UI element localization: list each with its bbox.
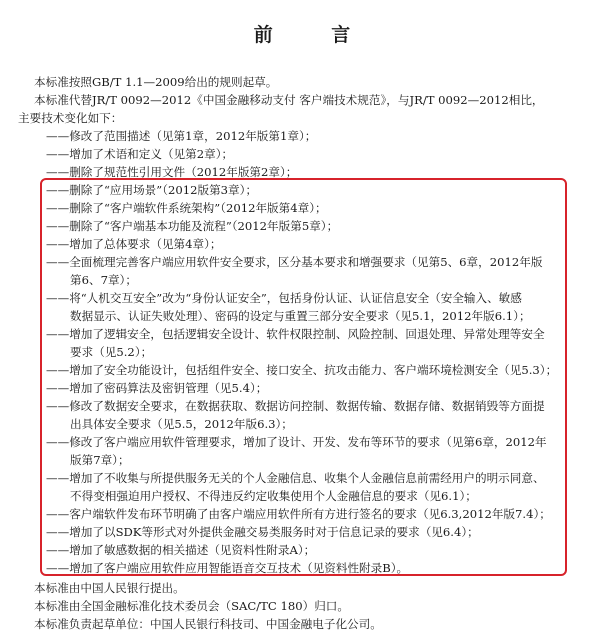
change-item: ——增加了逻辑安全，包括逻辑安全设计、软件权限控制、风险控制、回退处理、异常处理等安全 — [46, 327, 545, 341]
change-item: ——增加了术语和定义（见第2章）； — [46, 147, 234, 161]
change-item: ——修改了客户端应用软件管理要求，增加了设计、开发、发布等环节的要求（见第6章，2012年 — [46, 435, 547, 449]
change-item-continued: 第6、7章）； — [70, 273, 137, 287]
footer-drafting-units: 本标准负责起草单位：中国人民银行科技司、中国金融电子化公司。 — [34, 617, 382, 631]
paragraph-changes-intro: 主要技术变化如下： — [18, 111, 123, 125]
change-item: ——增加了总体要求（见第4章）； — [46, 237, 222, 251]
change-item: ——将“人机交互安全”改为“身份认证安全”，包括身份认证、认证信息安全（安全输入、敏感 — [46, 291, 522, 305]
change-item: ——增加了不收集与所提供服务无关的个人金融信息、收集个人金融信息前需经用户的明示同意、 — [46, 471, 545, 485]
change-item: ——删除了“客户端基本功能及流程”（2012年版第5章）； — [46, 219, 339, 233]
change-item: ——客户端软件发布环节明确了由客户端应用软件所有方进行签名的要求（见6.3,2012年版7.4）； — [46, 507, 551, 521]
change-item: ——删除了“客户端软件系统架构”（2012年版第4章）； — [46, 201, 327, 215]
change-item: ——删除了规范性引用文件（2012年版第2章）； — [46, 165, 298, 179]
change-item-continued: 不得变相强迫用户授权、不得违反约定收集使用个人金融信息的要求（见6.1）； — [70, 489, 477, 503]
change-item: ——全面梳理完善客户端应用软件安全要求，区分基本要求和增强要求（见第5、6章，2012年版 — [46, 255, 543, 269]
change-item-continued: 要求（见5.2）； — [70, 345, 153, 359]
change-item: ——增加了以SDK等形式对外提供金融交易类服务时对于信息记录的要求（见6.4）； — [46, 525, 479, 539]
change-item: ——增加了安全功能设计，包括组件安全、接口安全、抗攻击能力、客户端环境检测安全（见5.3）； — [46, 363, 558, 377]
footer-administrator: 本标准由全国金融标准化技术委员会（SAC/TC 180）归口。 — [34, 599, 349, 613]
change-item: ——删除了“应用场景”（2012版第3章）； — [46, 183, 258, 197]
change-item: ——修改了数据安全要求，在数据获取、数据访问控制、数据传输、数据存储、数据销毁等方面提 — [46, 399, 545, 413]
change-item-continued: 数据显示、认证失败处理）、密码的设定与重置三部分安全要求（见5.1，2012年版6.1）； — [70, 309, 531, 323]
page-title: 前 言 — [253, 24, 377, 46]
change-item: ——增加了客户端应用软件应用智能语音交互技术（见资料性附录B）。 — [46, 561, 409, 575]
change-item-continued: 版第7章）； — [70, 453, 130, 467]
change-item-continued: 出具体安全要求（见5.5，2012年版6.3）； — [70, 417, 293, 431]
change-item: ——增加了密码算法及密钥管理（见5.4）； — [46, 381, 268, 395]
paragraph-drafting-rules: 本标准按照GB/T 1.1—2009给出的规则起草。 — [34, 75, 278, 89]
change-item: ——增加了敏感数据的相关描述（见资料性附录A）； — [46, 543, 316, 557]
change-item: ——修改了范围描述（见第1章，2012年版第1章）； — [46, 129, 317, 143]
footer-proposer: 本标准由中国人民银行提出。 — [34, 581, 185, 595]
paragraph-replaces: 本标准代替JR/T 0092—2012《中国金融移动支付 客户端技术规范》，与JR/T 0092—2012相比， — [34, 93, 544, 107]
